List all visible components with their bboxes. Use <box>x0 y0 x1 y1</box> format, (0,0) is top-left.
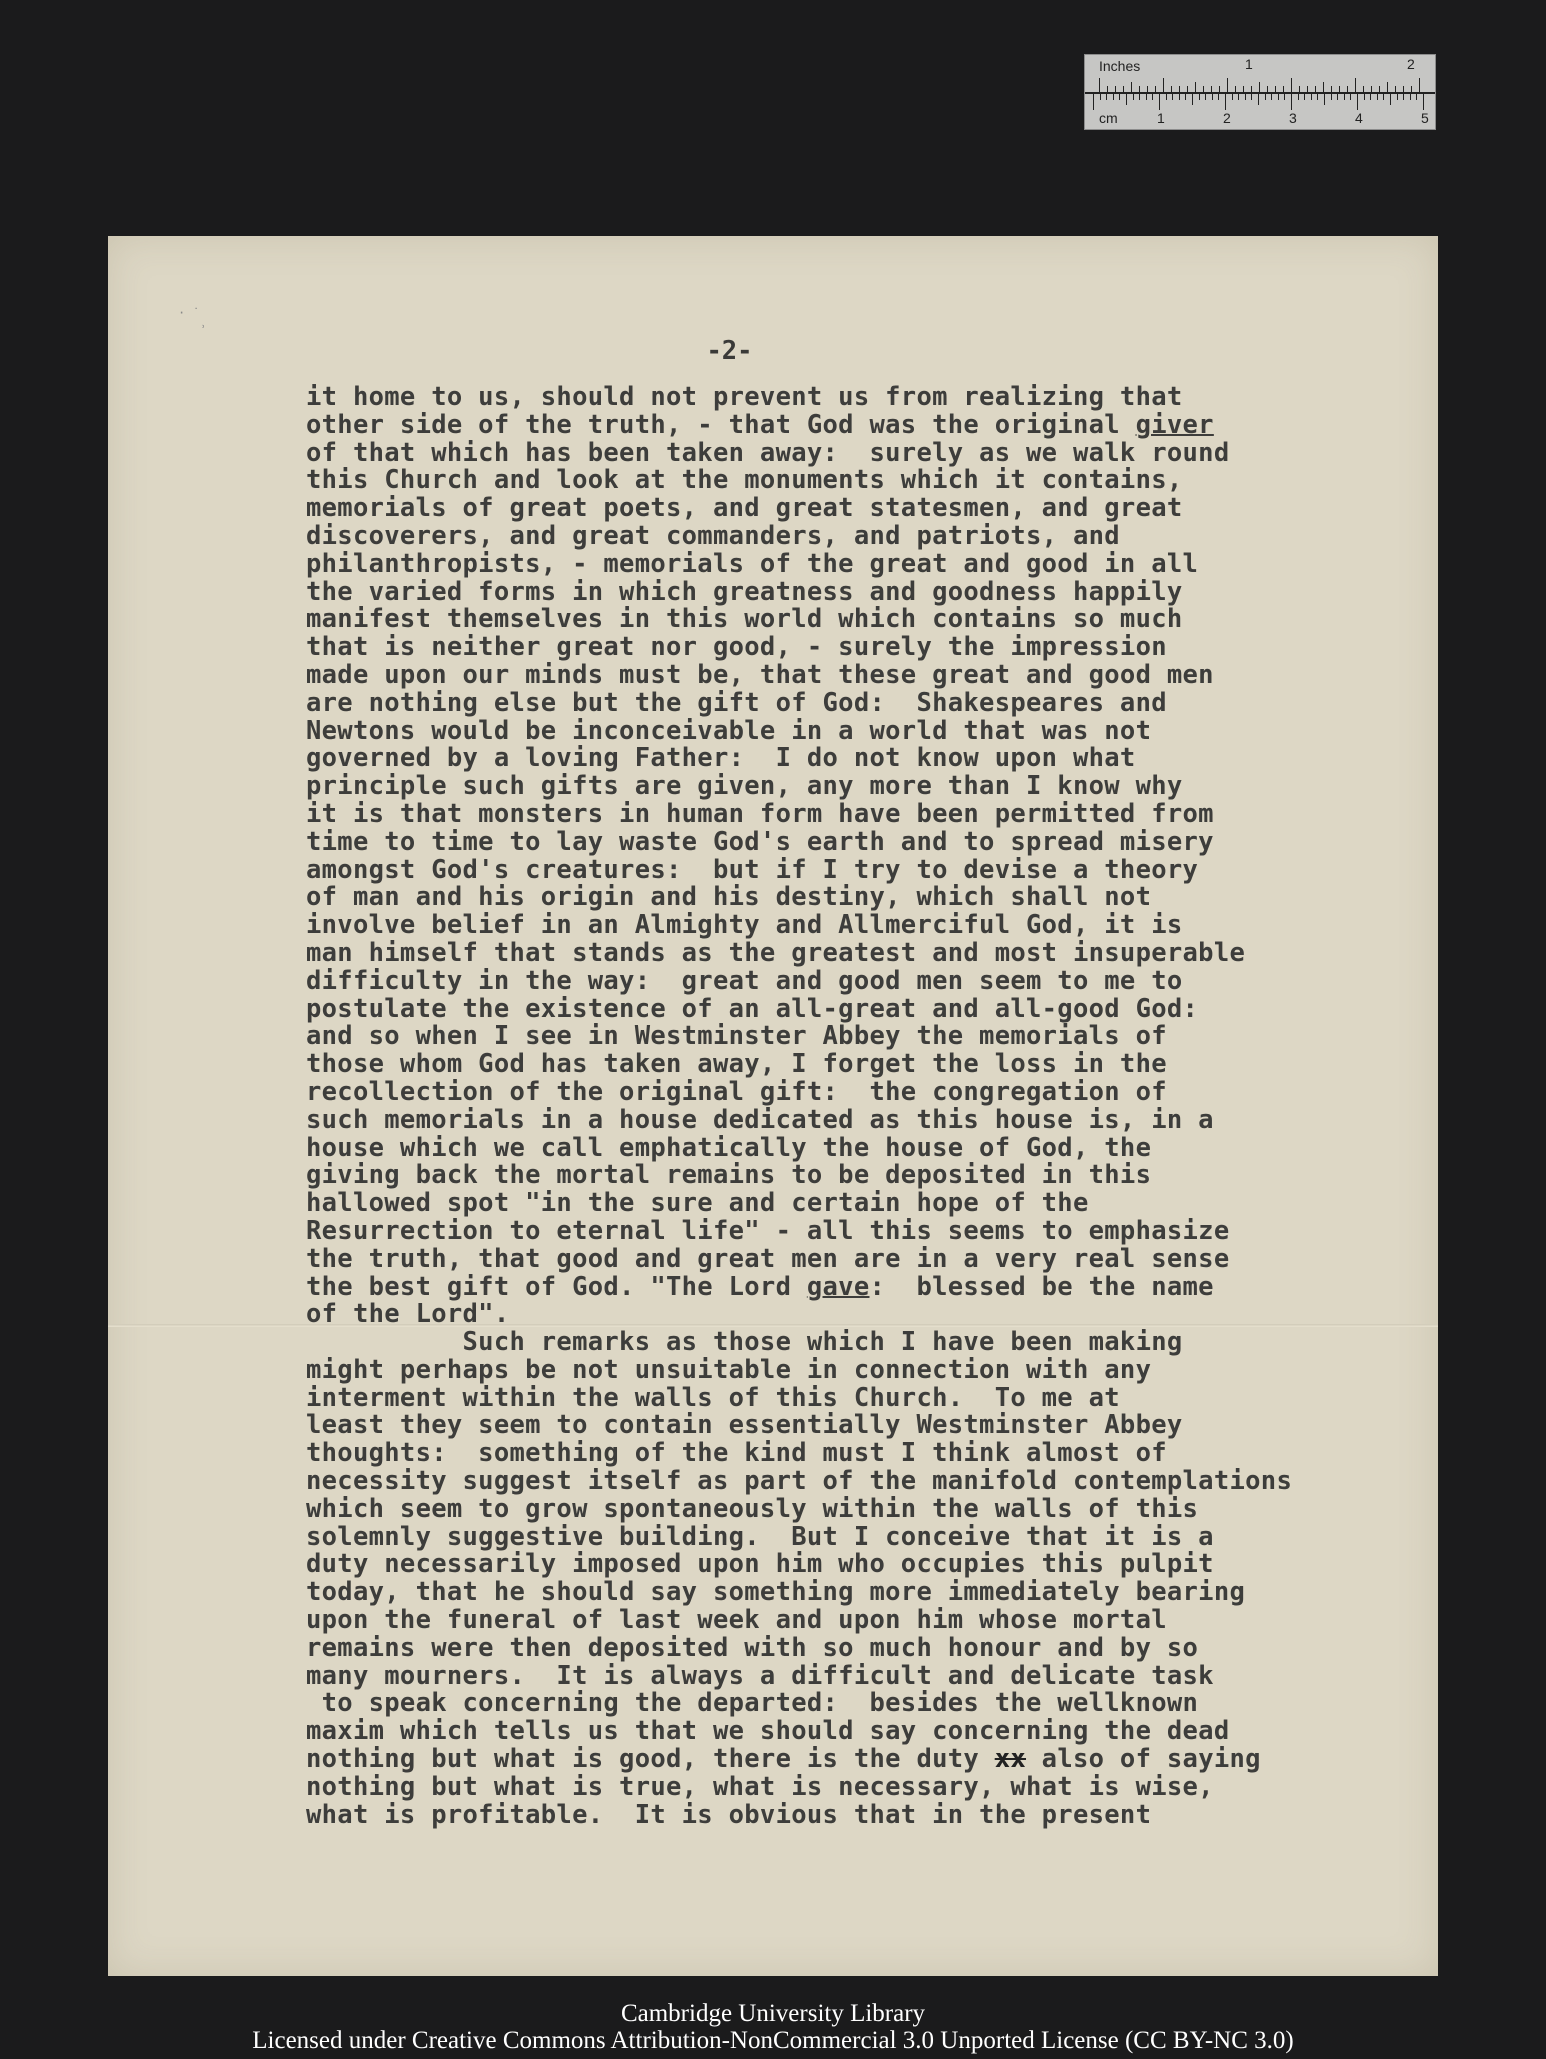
footer-library-name: Cambridge University Library <box>620 2000 926 2027</box>
text-line: involve belief in an Almighty and Allmerciful God, it is <box>306 910 1183 941</box>
ruler-tick <box>1139 86 1140 92</box>
ruler-tick <box>1410 94 1411 100</box>
ruler-tick <box>1395 86 1396 92</box>
ruler-tick <box>1245 94 1246 100</box>
ruler-inches-label: Inches <box>1099 58 1141 74</box>
ruler-tick <box>1347 86 1348 92</box>
ruler-tick <box>1225 94 1226 110</box>
text-line: necessity suggest itself as part of the manifold contemplations <box>306 1466 1293 1497</box>
ruler-tick <box>1238 94 1239 100</box>
ruler-tick <box>1265 94 1266 100</box>
ruler-tick <box>1232 94 1233 100</box>
text-line: giving back the mortal remains to be deposited in this <box>306 1160 1152 1191</box>
ruler-tick <box>1379 86 1380 92</box>
text-line: time to time to lay waste God's earth and to spread misery <box>306 826 1214 857</box>
text-line: today, that he should say something more immediately bearing <box>306 1577 1246 1608</box>
text-line: thoughts: something of the kind must I think almost of <box>306 1438 1167 1469</box>
text-line: Newtons would be inconceivable in a world that was not <box>306 715 1152 746</box>
text-line: difficulty in the way: great and good men seem to me to <box>306 965 1183 996</box>
ruler-tick <box>1155 86 1156 92</box>
text-line: least they seem to contain essentially Westminster Abbey <box>306 1410 1183 1441</box>
ruler-tick <box>1172 94 1173 100</box>
text-line: of the Lord". <box>306 1299 510 1330</box>
text-line: maxim which tells us that we should say concerning the dead <box>306 1716 1230 1747</box>
ruler-tick <box>1119 94 1120 100</box>
ruler-tick <box>1284 94 1285 100</box>
text-line: and so when I see in Westminster Abbey the memorials of <box>306 1021 1167 1052</box>
typed-text-body <box>306 384 1426 1829</box>
ruler-tick <box>1147 86 1148 92</box>
ruler-cm-label: cm <box>1099 110 1118 126</box>
text-line: house which we call emphatically the house of God, the <box>306 1132 1152 1163</box>
text-line: remains were then deposited with so much honour and by so <box>306 1632 1199 1663</box>
ruler-tick <box>1133 94 1134 100</box>
ruler-tick <box>1218 94 1219 100</box>
ruler-tick <box>1291 94 1292 110</box>
ruler-tick <box>1219 86 1220 92</box>
ruler-tick <box>1100 94 1101 100</box>
text-line: are nothing else but the gift of God: Shakespeares and <box>306 687 1167 718</box>
text-line: what is profitable. It is obvious that in the present <box>306 1799 1152 1830</box>
ruler-tick <box>1383 94 1384 100</box>
ruler-tick <box>1403 94 1404 100</box>
line-tail: : blessed be the name <box>869 1271 1214 1302</box>
page-number: -2- <box>706 336 753 366</box>
ruler-tick <box>1227 78 1228 92</box>
ruler-tick <box>1283 86 1284 92</box>
text-line: the varied forms in which greatness and goodness happily <box>306 576 1183 607</box>
ruler-tick <box>1267 86 1268 92</box>
ruler-tick <box>1107 86 1108 92</box>
ruler-tick <box>1278 94 1279 100</box>
text-line: amongst God's creatures: but if I try to devise a theory <box>306 854 1199 885</box>
ruler-cm-mark-2: 2 <box>1223 110 1231 126</box>
text-line: manifest themselves in this world which contains so much <box>306 604 1183 635</box>
ruler-tick <box>1179 86 1180 92</box>
ruler-tick <box>1106 94 1107 100</box>
text-line: solemnly suggestive building. But I conceive that it is a <box>306 1521 1214 1552</box>
ruler-cm-mark-4: 4 <box>1355 110 1363 126</box>
ruler-tick <box>1251 86 1252 92</box>
ruler-tick <box>1377 94 1378 100</box>
ruler-tick <box>1337 94 1338 100</box>
ruler-tick <box>1192 94 1193 105</box>
ruler-tick <box>1323 82 1324 92</box>
ruler-tick <box>1187 86 1188 92</box>
ruler-tick <box>1163 78 1164 92</box>
ruler-tick <box>1390 94 1391 105</box>
ruler-inch-mark-2: 2 <box>1407 56 1415 72</box>
ruler-tick <box>1199 94 1200 100</box>
text-line: recollection of the original gift: the congregation of <box>306 1076 1167 1107</box>
ruler-tick <box>1364 94 1365 100</box>
ruler-tick <box>1113 94 1114 100</box>
ruler-tick <box>1324 94 1325 105</box>
ruler-tick <box>1131 82 1132 92</box>
text-line: postulate the existence of an all-great and all-good God: <box>306 993 1199 1024</box>
ruler-tick <box>1291 78 1292 92</box>
text-line: the truth, that good and great men are in a very real sense <box>306 1243 1230 1274</box>
text-line: discoverers, and great commanders, and patriots, and <box>306 520 1120 551</box>
text-line: other side of the truth, - that God was the original giver <box>306 409 1214 440</box>
ruler-tick <box>1370 94 1371 100</box>
ruler-cm-mark-5: 5 <box>1421 110 1429 126</box>
text-line: of that which has been taken away: surely as we walk round <box>306 437 1230 468</box>
text-line: this Church and look at the monuments which it contains, <box>306 465 1183 496</box>
ruler-tick <box>1307 86 1308 92</box>
ruler-tick <box>1235 86 1236 92</box>
ruler-tick <box>1315 86 1316 92</box>
text-line: hallowed spot "in the sure and certain hope of the <box>306 1188 1089 1219</box>
ruler-tick <box>1311 94 1312 100</box>
text-line: many mourners. It is always a difficult and delicate task <box>306 1660 1214 1691</box>
ruler-tick <box>1411 86 1412 92</box>
ruler-tick <box>1371 86 1372 92</box>
text-line: Resurrection to eternal life" - all this seems to emphasize <box>306 1215 1230 1246</box>
ruler-tick <box>1243 86 1244 92</box>
ruler-tick <box>1251 94 1252 100</box>
ruler-tick <box>1397 94 1398 100</box>
text-line: principle such gifts are given, any more than I know why <box>306 771 1183 802</box>
dust-specks: · ˙ ˒ <box>178 306 207 334</box>
ruler-tick <box>1211 86 1212 92</box>
text-line: made upon our minds must be, that these great and good men <box>306 659 1214 690</box>
ruler-tick <box>1275 86 1276 92</box>
text-line: duty necessarily imposed upon him who occupies this pulpit <box>306 1549 1214 1580</box>
text-line: nothing but what is true, what is necessary, what is wise, <box>306 1771 1214 1802</box>
ruler-tick <box>1115 86 1116 92</box>
text-line: man himself that stands as the greatest and most insuperable <box>306 937 1246 968</box>
line-tail: also of saying <box>1026 1744 1261 1775</box>
ruler-tick <box>1203 86 1204 92</box>
ruler-tick <box>1355 78 1356 92</box>
ruler-tick <box>1093 94 1094 110</box>
text-line: such memorials in a house dedicated as this house is, in a <box>306 1104 1214 1135</box>
text-line: it is that monsters in human form have been permitted from <box>306 798 1214 829</box>
ruler-tick <box>1271 94 1272 100</box>
ruler-tick <box>1259 82 1260 92</box>
measurement-ruler <box>1084 54 1436 130</box>
text-line: upon the funeral of last week and upon him whose mortal <box>306 1605 1167 1636</box>
ruler-tick <box>1205 94 1206 100</box>
text-line: which seem to grow spontaneously within the walls of this <box>306 1493 1199 1524</box>
ruler-tick <box>1159 94 1160 110</box>
ruler-tick <box>1152 94 1153 100</box>
text-line: memorials of great poets, and great statesmen, and great <box>306 493 1183 524</box>
text-line: of man and his origin and his destiny, which shall not <box>306 882 1152 913</box>
text-line: the best gift of God. "The Lord gave: blessed be the name <box>306 1271 1214 1302</box>
ruler-tick <box>1387 82 1388 92</box>
text-line: to speak concerning the departed: besides the wellknown <box>306 1688 1199 1719</box>
ruler-tick <box>1403 86 1404 92</box>
ruler-tick <box>1299 86 1300 92</box>
ruler-tick <box>1331 94 1332 100</box>
text-line: it home to us, should not prevent us from realizing that <box>306 382 1183 412</box>
struck-out-mark: xx <box>994 1744 1027 1775</box>
footer-license: Licensed under Creative Commons Attribution-NonCommercial 3.0 Unported License (CC BY-NC 3.0) <box>252 2027 1294 2054</box>
ruler-tick <box>1350 94 1351 100</box>
ruler-tick <box>1344 94 1345 100</box>
ruler-tick <box>1304 94 1305 100</box>
text-line: governed by a loving Father: I do not know upon what <box>306 743 1136 774</box>
underlined-word-gave: gave <box>806 1271 870 1302</box>
text-line: Such remarks as those which I have been making <box>306 1327 1183 1358</box>
ruler-tick <box>1416 94 1417 100</box>
text-line: philanthropists, - memorials of the great and good in all <box>306 548 1199 579</box>
ruler-tick <box>1195 82 1196 92</box>
ruler-tick <box>1423 94 1424 110</box>
ruler-tick <box>1363 86 1364 92</box>
ruler-tick <box>1185 94 1186 100</box>
document-page <box>108 236 1438 1976</box>
ruler-tick <box>1298 94 1299 100</box>
ruler-cm-mark-3: 3 <box>1289 110 1297 126</box>
ruler-tick <box>1123 86 1124 92</box>
ruler-tick <box>1126 94 1127 105</box>
ruler-tick <box>1258 94 1259 105</box>
text-line: interment within the walls of this Church. To me at <box>306 1382 1120 1413</box>
ruler-tick <box>1171 86 1172 92</box>
ruler-cm-mark-1: 1 <box>1157 110 1165 126</box>
ruler-tick <box>1139 94 1140 100</box>
text-line: might perhaps be not unsuitable in connection with any <box>306 1354 1152 1385</box>
ruler-tick <box>1212 94 1213 100</box>
text-line: that is neither great nor good, - surely the impression <box>306 632 1167 663</box>
ruler-inch-mark-1: 1 <box>1245 56 1253 72</box>
ruler-tick <box>1419 78 1420 92</box>
ruler-tick <box>1146 94 1147 100</box>
text-line: those whom God has taken away, I forget the loss in the <box>306 1049 1167 1080</box>
ruler-tick <box>1317 94 1318 100</box>
text-line: nothing but what is good, there is the duty xx also of saying <box>306 1744 1261 1775</box>
underlined-word-giver: giver <box>1135 409 1214 440</box>
ruler-tick <box>1166 94 1167 100</box>
ruler-tick <box>1099 78 1100 92</box>
ruler-tick <box>1339 86 1340 92</box>
ruler-tick <box>1357 94 1358 110</box>
ruler-tick <box>1179 94 1180 100</box>
ruler-tick <box>1331 86 1332 92</box>
